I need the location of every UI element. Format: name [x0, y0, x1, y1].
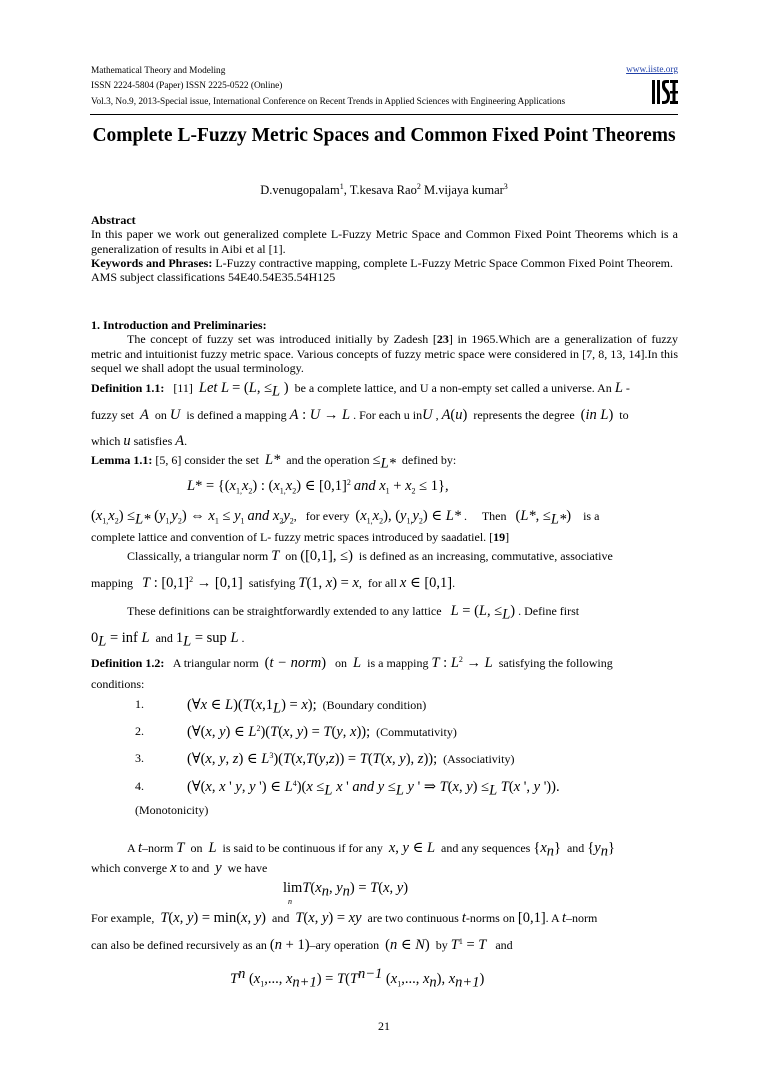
converge-line: which converge x to and y we have [91, 860, 268, 876]
author-2: , T.kesava Rao [343, 183, 417, 198]
section-heading: 1. Introduction and Preliminaries: [91, 318, 267, 332]
recursive-formula: $T^n$ ($x_1$,..., $x_{n+1}) = T(T^{n-1}$ ($x_1$,..., $x_n$), $x_{n+1}$) [230, 966, 485, 991]
intro-paragraph: The concept of fuzzy set was introduced initially by Zadesh [23] in 1965.Which are a generalization of fuzzy metric and intuitionist fuzzy metric space. Various concepts of fuzzy metric space were considered in [7, 8, 13, 14].In this sequel we shall adopt the usual terminology. [91, 332, 678, 375]
example-line: For example, T(x, y) = min(x, y) and T(x, y) = xy are two continuous t-norms on [0,1]. A t–norm [91, 910, 598, 926]
lemma-1-1: Lemma 1.1: [5, 6] consider the set L* and the operation $\le_{L*}$ defined by: [91, 452, 457, 472]
definition-1-1-end: which u satisfies A. [91, 433, 188, 449]
section-1 [91, 318, 678, 375]
abstract-block [91, 213, 678, 284]
issn-line: ISSN 2224-5804 (Paper) ISSN 2225-0522 (Online) [91, 81, 283, 91]
author-1: D.venugopalam [260, 183, 340, 198]
inf-sup-line: $0_L$ = inf L and $1_L$ = sup L . [91, 630, 245, 650]
ams-classification: AMS subject classifications 54E40.54E35.54H125 [91, 270, 336, 285]
lemma-saadati: complete lattice and convention of L- fuzzy metric spaces introduced by saadatiel. [19] [91, 530, 510, 544]
triangular-norm-classic: Classically, a triangular norm T on ([0,1], ≤) is defined as an increasing, commutative, associative [127, 548, 613, 564]
iiste-logo [651, 78, 678, 106]
lemma-set-formula: $L* = \{(x_{1,}x_2)$ : $(x_{1,}x_2)$ ∈ $[0,1]^2$ and $x_1 + x_2 \le 1$}, [187, 478, 449, 496]
abstract-heading: Abstract [91, 213, 136, 227]
recursive-definition-line: can also be defined recursively as an (n + 1)–ary operation (n ∈ N) by $T^1 = T$ and [91, 937, 513, 953]
journal-name: Mathematical Theory and Modeling [91, 66, 226, 76]
journal-url-link[interactable]: www.iiste.org [626, 65, 678, 75]
mapping-line: mapping T : $[0,1]^2 \to [0,1]$ satisfying T(1, x) = x, for all x ∈ [0,1]. [91, 575, 456, 591]
header-rule [90, 114, 678, 115]
author-3: M.vijaya kumar [420, 183, 504, 198]
condition-3: 3. (∀(x, y, z) ∈ $L^3)(T(x,T(y,z)) = T(T(x$, y), z)); (Associativity) [135, 751, 515, 767]
condition-4: 4. (∀(x, x ' y, y ') ∈ $L^4)(x \le_L$ x ' and $y \le_L$ y ' ⇒ T(x, $y) \le_L$ T(x ', y ')). [135, 779, 560, 799]
keywords-line: Keywords and Phrases: L-Fuzzy contractive mapping, complete L-Fuzzy Metric Space Common Fixed Point Theorem. [91, 255, 674, 270]
condition-1: 1. (∀x ∈ $L)(T(x,1_L) = x)$; (Boundary condition) [135, 697, 427, 717]
condition-2: 2. (∀(x, y) ∈ $L^2)(T(x$, y) = T(y, x)); (Commutativity) [135, 724, 457, 740]
definition-1-1: Definition 1.1: [11] Let L = (L, $\le_L$ ) be a complete lattice, and U a non-empty set called a universe. An L - [91, 380, 630, 400]
limit-formula: $\lim T(x_n$, $y_n) = T(x$, y) [283, 880, 409, 900]
conditions-label: conditions: [91, 677, 145, 691]
definition-1-1-cont: fuzzy set A on U is defined a mapping A : U → L . For each u inU , A(u) represents the degree (in L) to [91, 407, 629, 423]
continuity-line: A t–norm T on L is said to be continuous if for any x, y ∈ L and any sequences $\{x_n\}$ and $\{y_n\}$ [127, 840, 615, 860]
volume-line: Vol.3, No.9, 2013-Special issue, International Conference on Recent Trends in Applied Sciences with Engineering Applications [91, 97, 566, 107]
extension-line: These definitions can be straightforwardly extended to any lattice L = (L, $\le_L$) . Define first [127, 603, 580, 623]
definition-1-2: Definition 1.2: A triangular norm (t − norm) on L is a mapping T : $L^2 \to L$ satisfying the following [91, 655, 613, 671]
author-list: D.venugopalam$^1$, T.kesava Rao$^2$ M.vijaya kumar$^3$ [260, 182, 508, 198]
monotonicity-label: (Monotonicity) [135, 803, 209, 817]
page-number: 21 [378, 1019, 390, 1033]
paper-title: Complete L-Fuzzy Metric Spaces and Common Fixed Point Theorems [92, 125, 676, 146]
lemma-order-formula: $(x_{1,}x_2) \le_{L*}$ $(y_{1,}y_2)$ ⇔ $x_1 \le y_1$ and $x_2y_2$, for every $(x_{1,}x_2)$, $(y_{1,}y_2)$ ∈ L* . Then (L*, $\le_{L*}$) is a [91, 508, 600, 528]
abstract-body: In this paper we work out generalized complete L-Fuzzy Metric Space and Common Fixed Point Theorems which is a generalization of results in Aibi et al [1]. [91, 227, 678, 256]
limit-subscript: n [288, 897, 292, 906]
